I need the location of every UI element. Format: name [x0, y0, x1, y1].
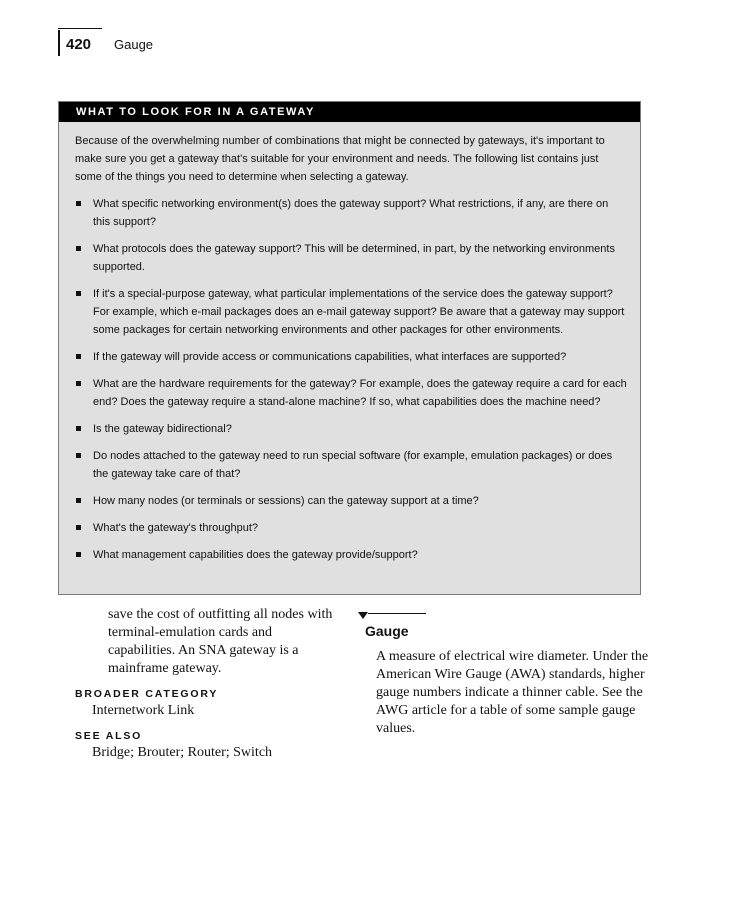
sidebar-title: WHAT TO LOOK FOR IN A GATEWAY	[59, 102, 640, 122]
continued-text: save the cost of outfitting all nodes with terminal-emulation cards and capabilities. An SNA gateway is a mainframe gateway.	[108, 607, 333, 676]
entry-marker-icon	[358, 612, 368, 619]
entry-body: A measure of electrical wire diameter. Under the American Wire Gauge (AWA) standards, higher gauge numbers indicate a thinner cable. See the AWG article for a table of some sample gauge values.	[376, 649, 649, 736]
left-column	[75, 606, 345, 762]
list-item: What specific networking environment(s) does the gateway support? What restrictions, if any, are there on this support?	[59, 195, 640, 231]
list-item: What's the gateway's throughput?	[59, 519, 640, 537]
entry-title: Gauge	[365, 623, 409, 639]
sidebar-intro: Because of the overwhelming number of combinations that might be connected by gateways, it's important to make sure you get a gateway that's suitable for your environment and needs. The following list contains just some of the things you need to determine when selecting a gateway.	[75, 135, 605, 183]
list-item: If the gateway will provide access or communications capabilities, what interfaces are supported?	[59, 348, 640, 366]
sidebar-list	[59, 195, 640, 564]
list-item: How many nodes (or terminals or sessions) can the gateway support at a time?	[59, 492, 640, 510]
see-also-value: Bridge; Brouter; Router; Switch	[92, 745, 273, 760]
list-item: Is the gateway bidirectional?	[59, 420, 640, 438]
list-item: Do nodes attached to the gateway need to run special software (for example, emulation packages) or does the gateway take care of that?	[59, 447, 640, 483]
entry-rule	[368, 613, 426, 614]
sidebar-box	[58, 101, 641, 595]
running-title: Gauge	[114, 37, 154, 52]
list-item: What management capabilities does the gateway provide/support?	[59, 546, 640, 564]
header-rule	[58, 28, 102, 29]
list-item: If it's a special-purpose gateway, what particular implementations of the service does the gateway support? For example, which e-mail packages does an e-mail gateway support? Be aware that a gateway may support some packages for certain networking environments and other packages for other environments.	[59, 285, 640, 339]
page-header	[58, 28, 749, 56]
broader-category-value: Internetwork Link	[92, 703, 195, 718]
see-also-label: SEE ALSO	[75, 730, 143, 742]
page-number: 420	[66, 36, 92, 53]
list-item: What protocols does the gateway support? This will be determined, in part, by the networking environments supported.	[59, 240, 640, 276]
header-rule	[58, 30, 60, 56]
list-item: What are the hardware requirements for the gateway? For example, does the gateway require a card for each end? Does the gateway require a stand-alone machine? If so, what capabilities does the machine need?	[59, 375, 640, 411]
broader-category-label: BROADER CATEGORY	[75, 688, 219, 700]
